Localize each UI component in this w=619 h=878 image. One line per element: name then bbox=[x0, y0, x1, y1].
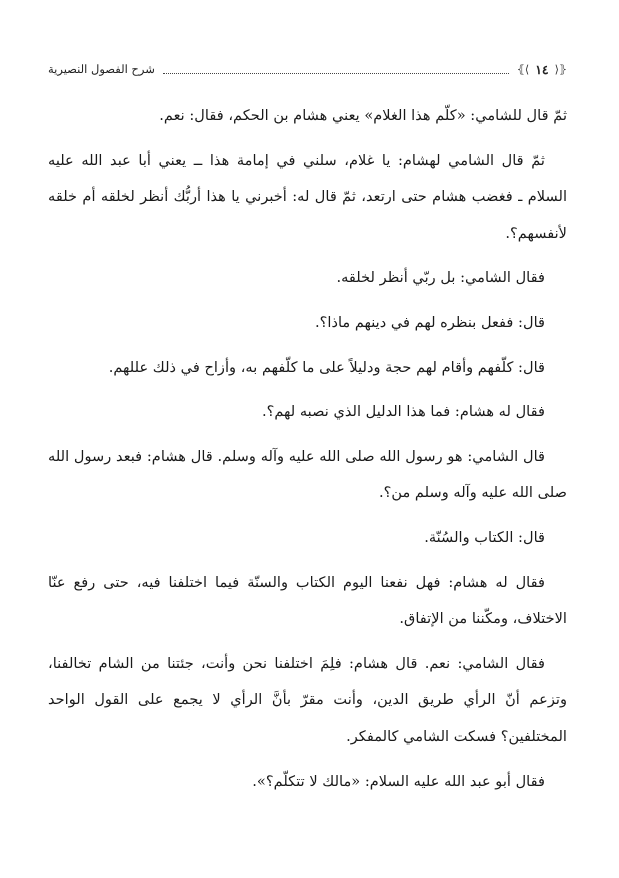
ornament-right: ⦃⟨ bbox=[554, 62, 567, 76]
header-dotted-leader bbox=[163, 65, 509, 74]
page-number: ١٤ bbox=[535, 61, 549, 77]
paragraph: فقال له هشام: فما هذا الدليل الذي نصبه لهم؟. bbox=[261, 403, 545, 421]
paragraph: قال: الكتاب والسُنّة. bbox=[424, 528, 545, 546]
page-number-block bbox=[517, 62, 567, 77]
paragraph: قال الشامي: هو رسول الله صلى الله عليه وآله وسلم. قال هشام: فبعد رسول الله صلى الله عليه وآله وسلم من؟. bbox=[48, 447, 567, 502]
paragraph: فقال له هشام: فهل نفعنا اليوم الكتاب والسنّة فيما اختلفنا فيه، حتى رفع عنّا الاختلاف، ومكّننا من الإتفاق. bbox=[48, 573, 567, 628]
paragraph: ثمّ قال الشامي لهشام: يا غلام، سلني في إمامة هذا ــ يعني أبا عبد الله عليه السلام ـ فغضب هشام حتى ارتعد، ثمّ قال له: أخبرني يا هذا أربُّك أنظر لخلقه أم خلقه لأنفسهم؟. bbox=[48, 151, 567, 242]
running-header bbox=[48, 58, 567, 80]
paragraph: فقال الشامي: نعم. قال هشام: فلِمَ اختلفنا نحن وأنت، جئتنا من الشام تخالفنا، وتزعم أنّ الرأي طريق الدين، وأنت مقرّ بأنَّ الرأي لا يجمع على القول الواحد المختلفين؟ فسكت الشامي كالمفكر. bbox=[48, 654, 567, 745]
book-title: شرح الفصول النصيرية bbox=[48, 62, 155, 76]
paragraph: قال: ففعل بنظره لهم في دينهم ماذا؟. bbox=[315, 313, 545, 331]
body-text bbox=[48, 98, 567, 808]
paragraph: ثمّ قال للشامي: «كلّم هذا الغلام» يعني هشام بن الحكم، فقال: نعم. bbox=[159, 107, 567, 124]
ornament-left: ⟩⦄ bbox=[516, 62, 530, 76]
paragraph: فقال أبو عبد الله عليه السلام: «مالك لا تتكلّم؟». bbox=[252, 772, 545, 790]
paragraph: قال: كلّفهم وأقام لهم حجة ودليلاً على ما كلّفهم به، وأزاح في ذلك عللهم. bbox=[108, 358, 545, 376]
paragraph: فقال الشامي: بل ربّي أنظر لخلقه. bbox=[336, 269, 545, 287]
document-page bbox=[48, 0, 567, 878]
